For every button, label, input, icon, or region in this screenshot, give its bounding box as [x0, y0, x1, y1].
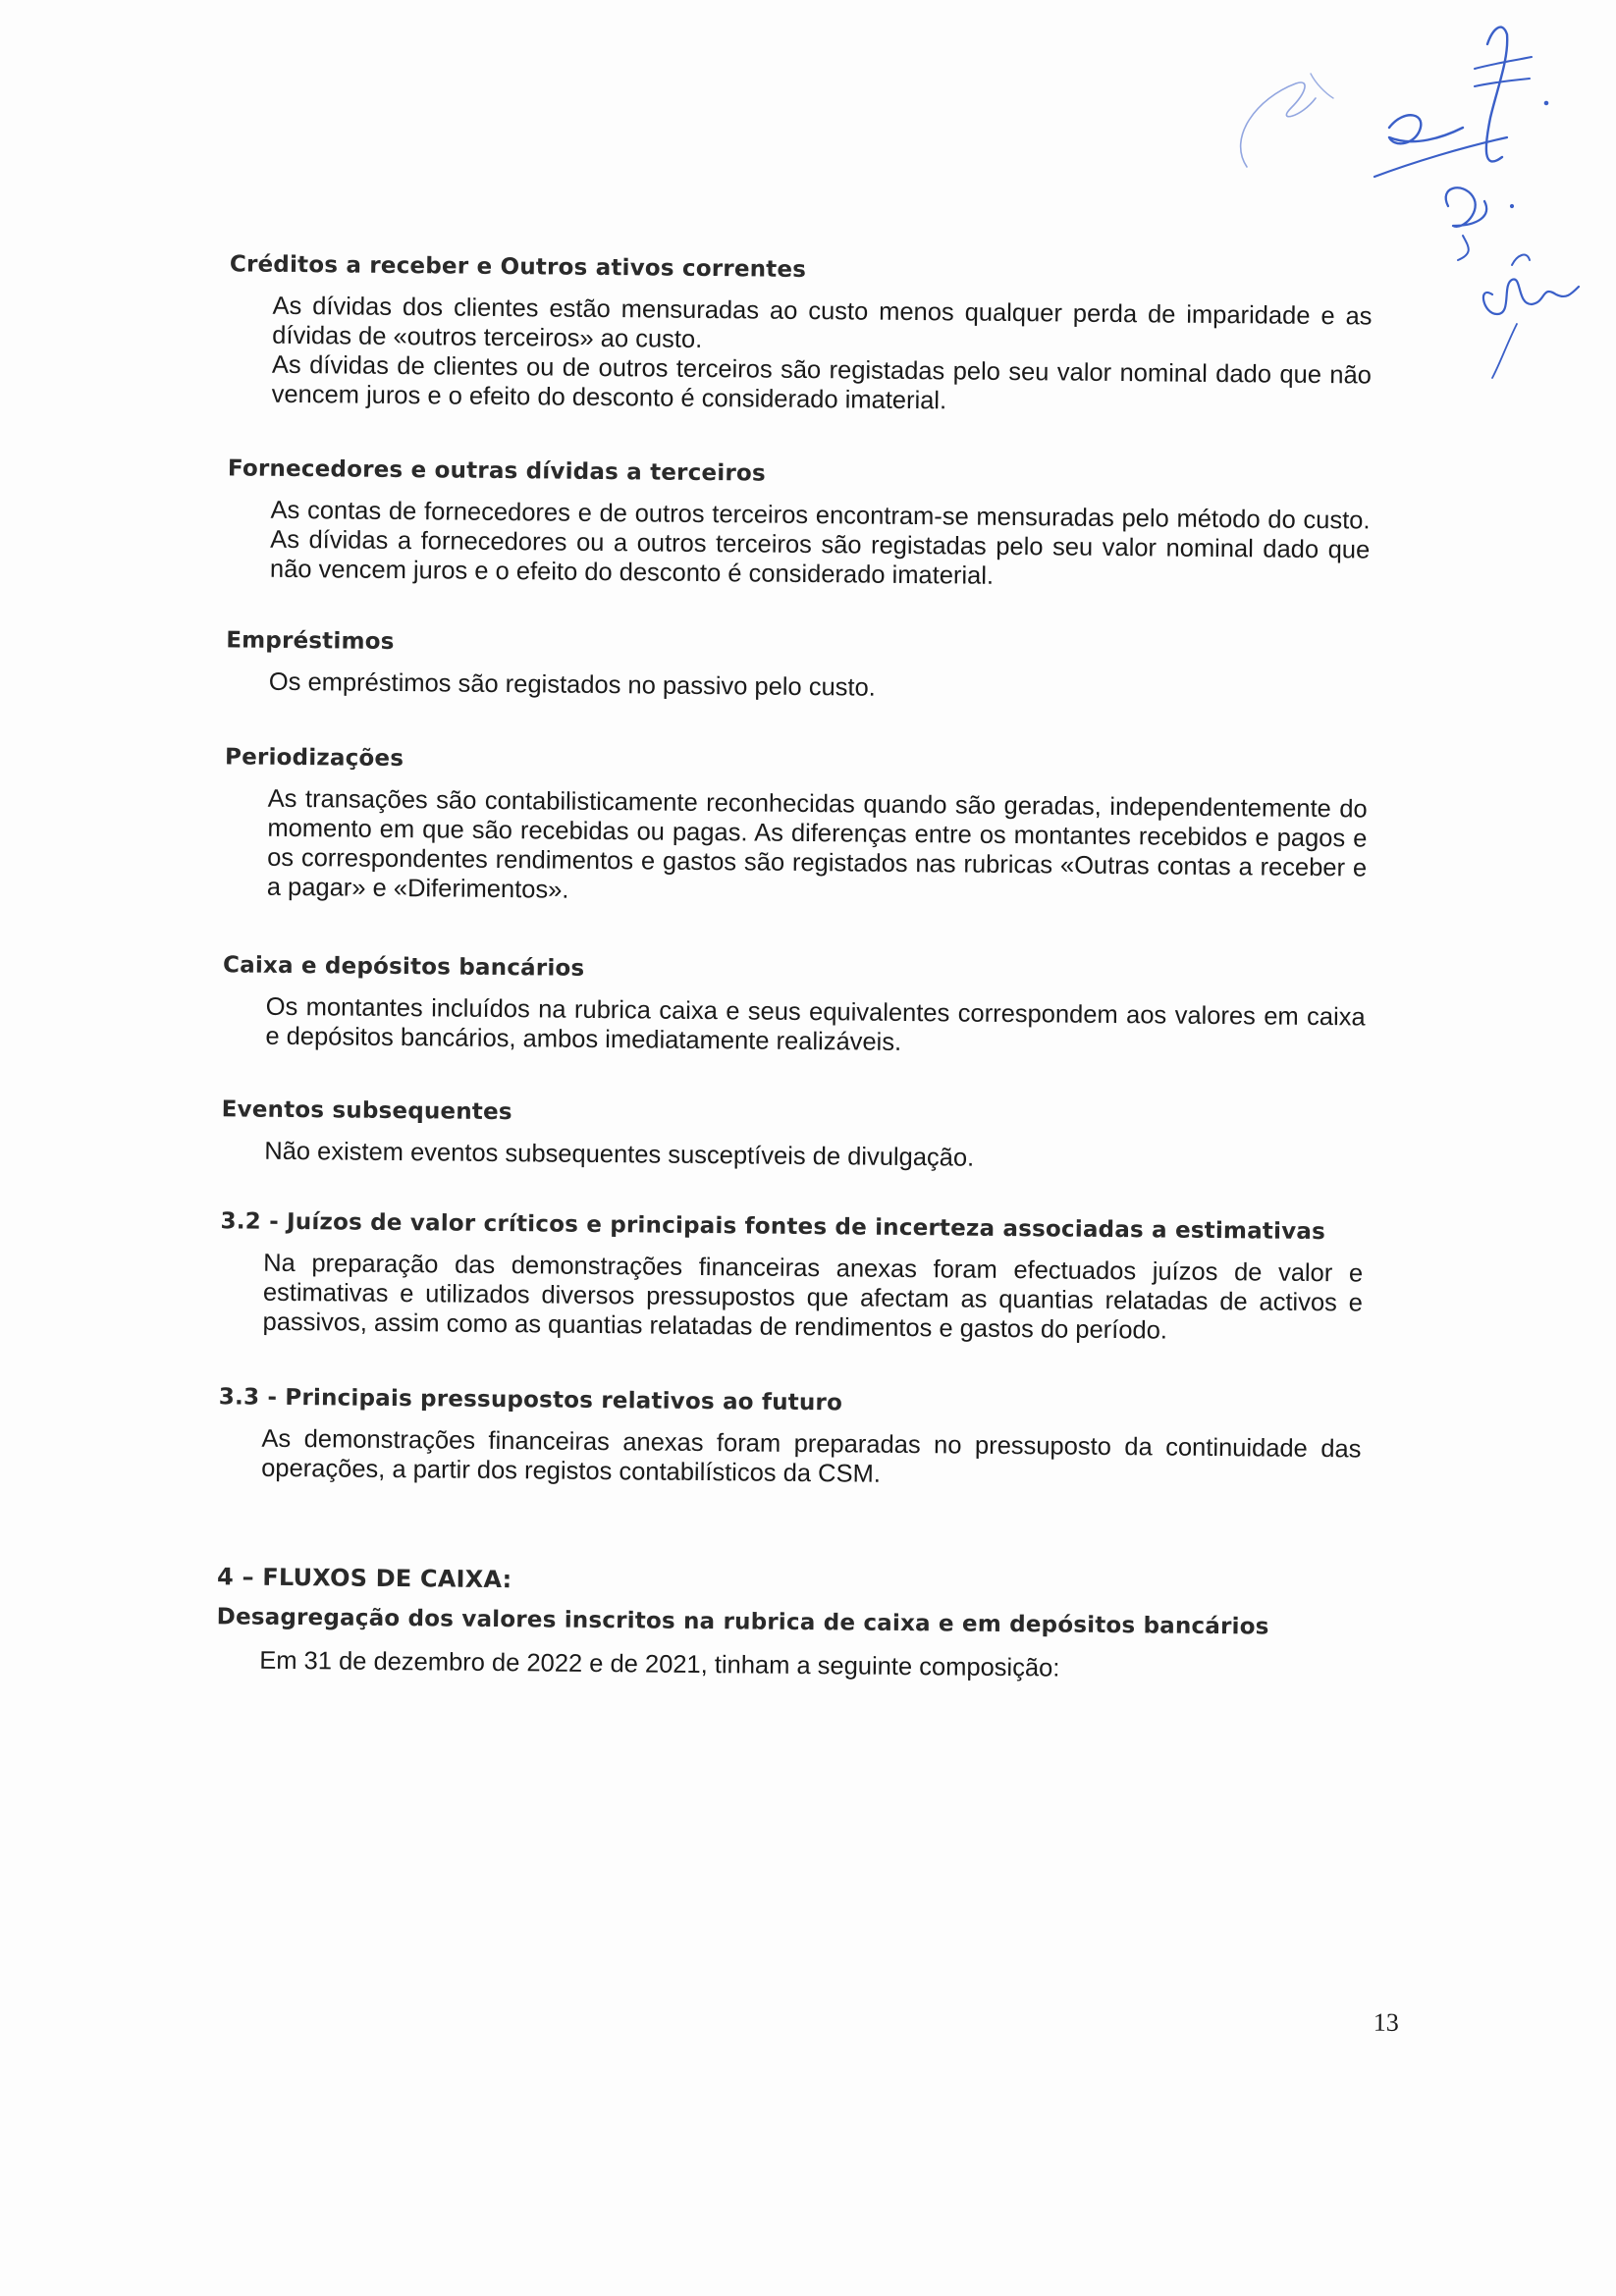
- section-paragraph: Em 31 de dezembro de 2022 e de 2021, tinham a seguinte composição:: [259, 1646, 1060, 1682]
- section-heading: Periodizações: [225, 744, 404, 773]
- page-number: 13: [1373, 2007, 1399, 2037]
- section-heading: Caixa e depósitos bancários: [222, 952, 585, 982]
- section-pressupostos: [218, 1384, 1377, 1493]
- section-creditos: [229, 251, 1388, 419]
- section-periodizacoes: [224, 744, 1383, 912]
- section-heading: Eventos subsequentes: [221, 1096, 512, 1126]
- section-heading: 3.2 - Juízos de valor críticos e principais fontes de incerteza associadas a estimativas: [220, 1208, 1326, 1246]
- section-paragraph: As dívidas de clientes ou de outros terceiros são registadas pelo seu valor nominal dado que não vencem juros e o efeito do desconto é considerado imaterial.: [271, 350, 1373, 415]
- section-paragraph: As demonstrações financeiras anexas foram preparadas no pressuposto da continuidade das operações, a partir dos registos contabilísticos da CSM.: [261, 1424, 1362, 1488]
- section-paragraph: Na preparação das demonstrações financeiras anexas foram efectuados juízos de valor e estimativas e utilizados diversos pressupostos que afectam as quantias relatadas de activos e passivos, assim como as quantias relatadas de rendimentos e gastos do período.: [262, 1249, 1364, 1345]
- section-caixa-depositos: [222, 952, 1381, 1061]
- section-subtitle: Desagregação dos valores inscritos na rubrica de caixa e em depósitos bancários: [216, 1604, 1269, 1640]
- section-paragraph: As transações são contabilisticamente reconhecidas quando são geradas, independentemente do momento em que são recebidas ou pagas. As diferenças entre os montantes recebidos e pagos e os correspondentes rendimentos e gastos são registados nas rubricas «Outras contas a receber e a pagar» e «Diferimentos».: [266, 784, 1368, 904]
- section-paragraph: Os empréstimos são registados no passivo pelo custo.: [268, 667, 876, 702]
- section-emprestimos: [226, 627, 1385, 707]
- section-paragraph: As contas de fornecedores e de outros terceiros encontram-se mensuradas pelo método do custo. As dívidas a fornecedores ou a outros terceiros são registadas pelo seu valor nominal dado que não vencem juros e o efeito do desconto é considerado imaterial.: [269, 496, 1371, 590]
- section-title: 4 – FLUXOS DE CAIXA:: [216, 1563, 512, 1594]
- section-eventos: [221, 1096, 1380, 1176]
- section-heading: Créditos a receber e Outros ativos correntes: [229, 251, 807, 283]
- section-fornecedores: [227, 455, 1386, 594]
- section-heading: Empréstimos: [226, 627, 395, 655]
- section-heading: 3.3 - Principais pressupostos relativos ao futuro: [218, 1384, 843, 1416]
- section-paragraph: As dívidas dos clientes estão mensuradas ao custo menos qualquer perda de imparidade e as dívidas de «outros terceiros» ao custo.: [272, 292, 1373, 353]
- section-paragraph: Os montantes incluídos na rubrica caixa e seus equivalentes correspondem aos valores em caixa e depósitos bancários, ambos imediatamente realizáveis.: [265, 992, 1366, 1056]
- section-paragraph: Não existem eventos subsequentes susceptíveis de divulgação.: [264, 1137, 975, 1172]
- section-heading: Fornecedores e outras dívidas a terceiros: [227, 455, 766, 487]
- handwritten-signatures: [1217, 0, 1616, 412]
- section-juizos-valor: [219, 1208, 1378, 1347]
- section-fluxos-caixa: [216, 1563, 1375, 1685]
